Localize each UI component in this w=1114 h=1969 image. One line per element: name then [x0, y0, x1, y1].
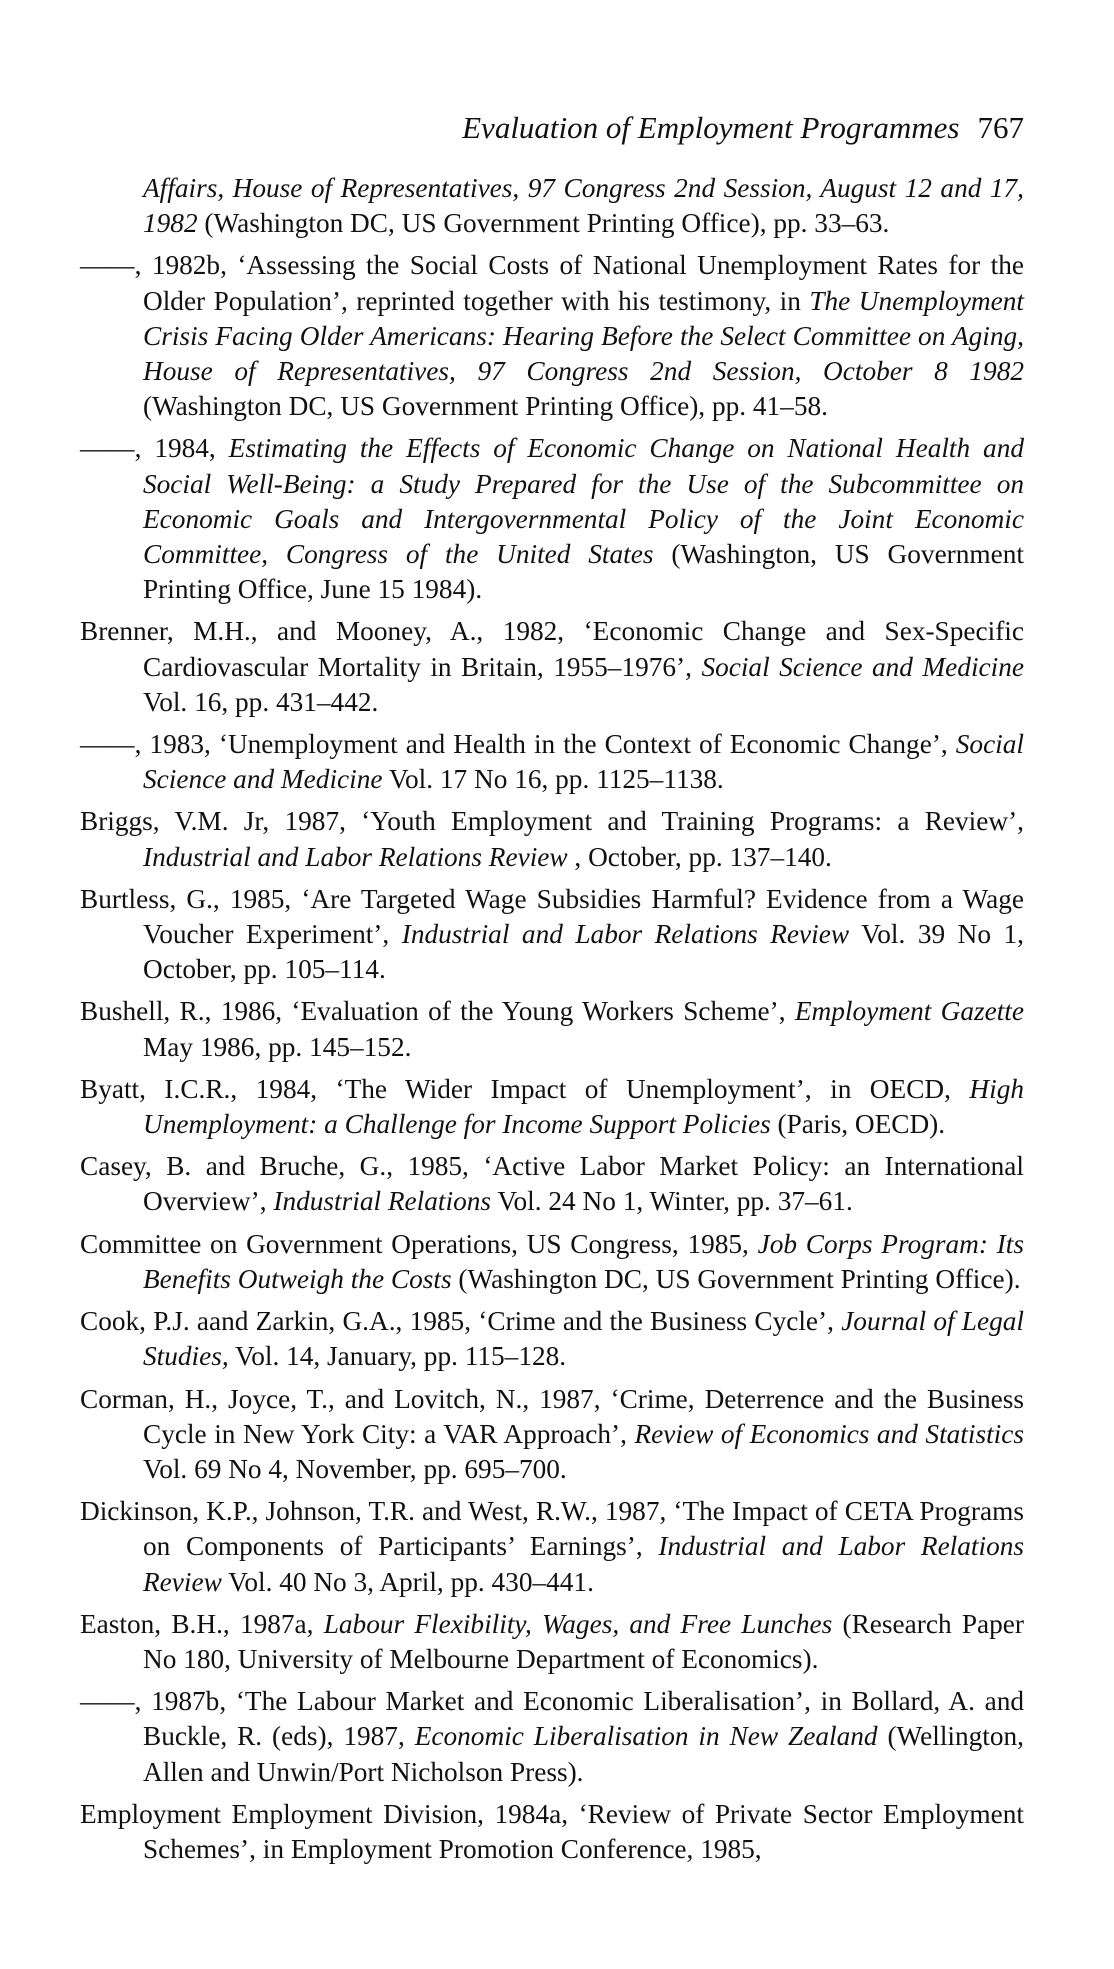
- reference-entry: [80, 248, 1024, 424]
- reference-entry: [80, 727, 1024, 797]
- reference-text: Dickinson, K.P., Johnson, T.R. and West, R.W., 1987, ‘The Impact of CETA Programs on Components of Participants’ Earnings’,: [80, 1496, 1024, 1562]
- reference-italic-text: Journal of Legal Studies,: [143, 1306, 1024, 1372]
- reference-italic-text: Economic Liberalisation in New Zealand: [414, 1721, 878, 1752]
- reference-text: Vol. 40 No 3, April, pp. 430–441.: [221, 1566, 594, 1597]
- reference-text: Bushell, R., 1986, ‘Evaluation of the Young Workers Scheme’,: [80, 996, 795, 1027]
- reference-text: Cook, P.J. aand Zarkin, G.A., 1985, ‘Crime and the Business Cycle’,: [80, 1306, 842, 1337]
- reference-list: [80, 171, 1024, 1874]
- reference-entry: [80, 1494, 1024, 1600]
- reference-italic-text: Affairs, House of Representatives, 97 Congress 2nd Session, August 12 and 17, 1982: [143, 173, 1024, 239]
- reference-italic-text: Estimating the Effects of Economic Change on National Health and Social Well-Being: a Study Prepared for the Use of the Subcommittee on Economic Goals and Intergovernmental Policy of the Joint Economic Committee, Congress of the United States: [143, 433, 1025, 570]
- reference-entry: [80, 1072, 1024, 1142]
- reference-text: Briggs, V.M. Jr, 1987, ‘Youth Employment and Training Programs: a Review’,: [80, 806, 1024, 837]
- reference-entry: [80, 882, 1024, 988]
- reference-entry: [80, 804, 1024, 874]
- reference-entry: [80, 1797, 1024, 1867]
- reference-text: Easton, B.H., 1987a,: [80, 1608, 324, 1639]
- reference-text: (Paris, OECD).: [770, 1109, 946, 1140]
- reference-text: (Wellington, Allen and Unwin/Port Nicholson Press).: [143, 1721, 1024, 1787]
- reference-text: Vol. 69 No 4, November, pp. 695–700.: [143, 1453, 567, 1484]
- reference-text: Vol. 14, January, pp. 115–128.: [228, 1341, 567, 1372]
- reference-text: ——, 1983, ‘Unemployment and Health in the Context of Economic Change’,: [80, 729, 956, 760]
- reference-italic-text: Labour Flexibility, Wages, and Free Lunches: [323, 1608, 833, 1639]
- reference-text: (Research Paper No 180, University of Melbourne Department of Economics).: [143, 1608, 1024, 1674]
- reference-italic-text: The Unemployment Crisis Facing Older Americans: Hearing Before the Select Committee on Aging, House of Representatives, 97 Congress 2nd Session, October 8 1982: [143, 285, 1024, 387]
- reference-text: Corman, H., Joyce, T., and Lovitch, N., 1987, ‘Crime, Deterrence and the Business Cycle in New York City: a VAR Approach’,: [80, 1383, 1024, 1449]
- reference-italic-text: Employment Gazette: [794, 996, 1024, 1027]
- reference-entry: [80, 1149, 1024, 1219]
- reference-entry: [80, 1607, 1024, 1677]
- reference-text: Vol. 39 No 1, October, pp. 105–114.: [143, 919, 1024, 985]
- reference-italic-text: Social Science and Medicine: [143, 729, 1024, 795]
- reference-text: (Washington DC, US Government Printing Office), pp. 33–63.: [197, 208, 890, 239]
- reference-entry: [80, 431, 1024, 607]
- reference-italic-text: Industrial and Labor Relations Review: [143, 1531, 1024, 1597]
- reference-italic-text: Job Corps Program: Its Benefits Outweigh the Costs: [143, 1228, 1024, 1294]
- reference-text: May 1986, pp. 145–152.: [143, 1031, 412, 1062]
- reference-text: Vol. 16, pp. 431–442.: [143, 686, 379, 717]
- reference-entry: [80, 1304, 1024, 1374]
- reference-italic-text: Review of Economics and Statistics: [634, 1418, 1024, 1449]
- reference-text: , October, pp. 137–140.: [567, 841, 832, 872]
- reference-text: (Washington, US Government Printing Office, June 15 1984).: [143, 539, 1024, 605]
- reference-text: Burtless, G., 1985, ‘Are Targeted Wage Subsidies Harmful? Evidence from a Wage Voucher Experiment’,: [80, 883, 1024, 950]
- reference-italic-text: Industrial and Labor Relations Review: [401, 919, 850, 950]
- reference-italic-text: Social Science and Medicine: [701, 651, 1024, 682]
- reference-text: Casey, B. and Bruche, G., 1985, ‘Active Labor Market Policy: an International Overview’,: [80, 1151, 1024, 1217]
- reference-entry: [80, 614, 1024, 720]
- reference-text: Vol. 17 No 16, pp. 1125–1138.: [382, 764, 724, 795]
- reference-entry: [80, 1684, 1024, 1790]
- reference-text: Committee on Government Operations, US Congress, 1985,: [80, 1228, 758, 1259]
- reference-text: Employment Employment Division, 1984a, ‘Review of Private Sector Employment Schemes’, in Employment Promotion Conference, 1985,: [80, 1798, 1024, 1864]
- reference-text: ——, 1987b, ‘The Labour Market and Economic Liberalisation’, in Bollard, A. and Buckle, R. (eds), 1987,: [80, 1686, 1024, 1752]
- running-head: [462, 108, 1024, 148]
- reference-italic-text: Industrial Relations: [273, 1186, 491, 1217]
- reference-text: ——, 1984,: [80, 433, 229, 464]
- reference-text: (Washington DC, US Government Printing Office), pp. 41–58.: [143, 391, 828, 422]
- reference-italic-text: Industrial and Labor Relations Review: [143, 841, 568, 872]
- reference-text: Vol. 24 No 1, Winter, pp. 37–61.: [491, 1186, 853, 1217]
- page-number: 767: [977, 110, 1024, 145]
- reference-text: ——, 1982b, ‘Assessing the Social Costs of National Unemployment Rates for the Older Population’, reprinted together with his testimony, in: [80, 250, 1024, 316]
- reference-italic-text: High Unemployment: a Challenge for Income Support Policies: [143, 1073, 1024, 1140]
- reference-text: Brenner, M.H., and Mooney, A., 1982, ‘Economic Change and Sex-Specific Cardiovascular Mortality in Britain, 1955–1976’,: [80, 616, 1024, 682]
- reference-entry: [80, 1227, 1024, 1297]
- running-head-title: Evaluation of Employment Programmes: [462, 110, 960, 145]
- reference-text: Byatt, I.C.R., 1984, ‘The Wider Impact of Unemployment’, in OECD,: [80, 1073, 970, 1104]
- reference-text: (Washington DC, US Government Printing Office).: [451, 1263, 1021, 1294]
- reference-entry: [80, 994, 1024, 1064]
- reference-entry-continued: [80, 171, 1024, 241]
- reference-entry: [80, 1382, 1024, 1488]
